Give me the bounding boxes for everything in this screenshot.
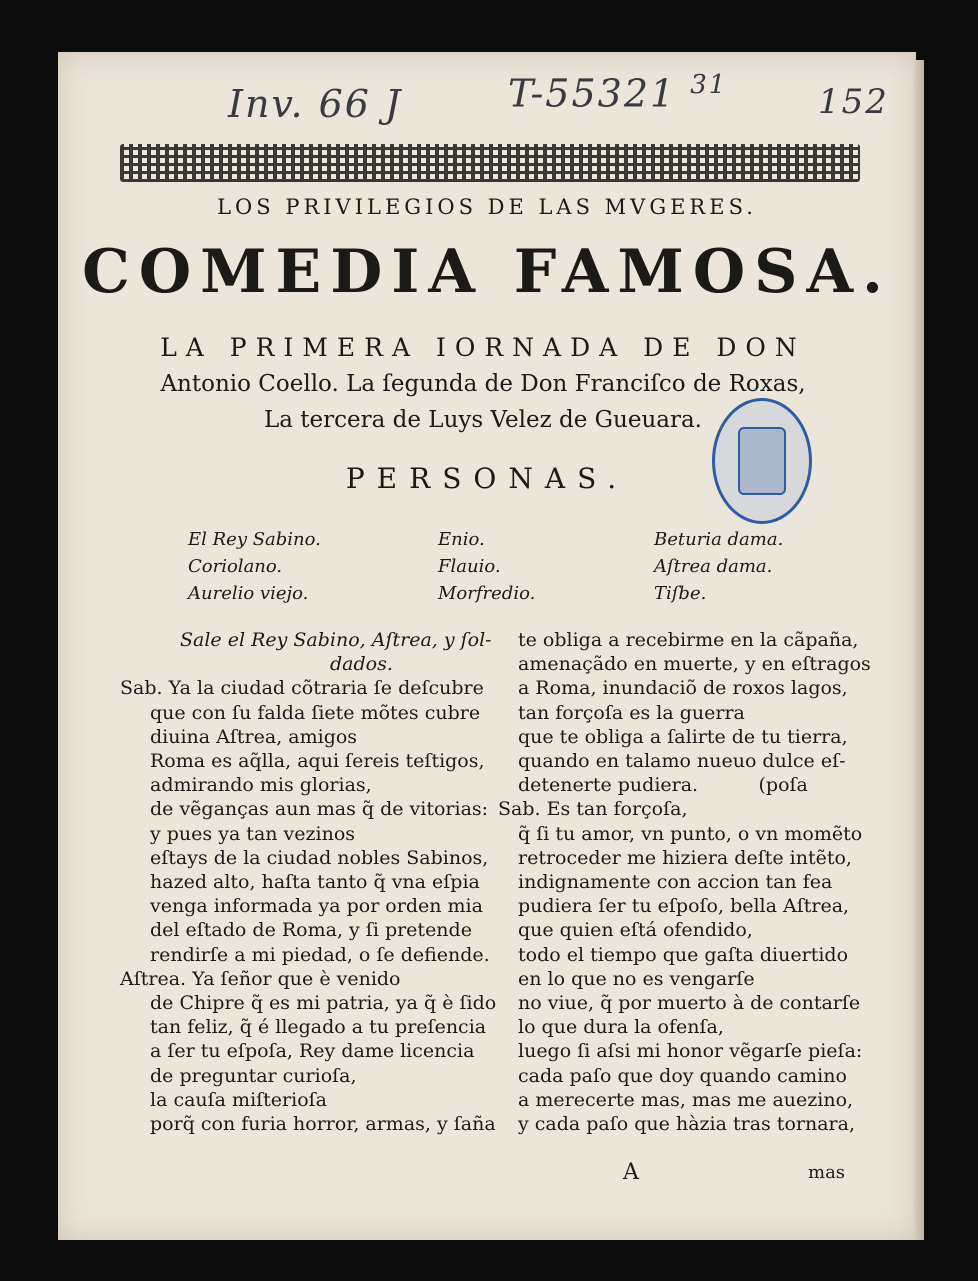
- verse-line: q̃ ſi tu amor, vn punto, o vn momẽto: [518, 822, 863, 845]
- verse-line: quando en talamo nueuo dulce eſ-: [518, 750, 846, 773]
- call-number-note: [508, 70, 727, 116]
- verse-line: rendirſe a mi piedad, o ſe defiende.: [150, 943, 490, 966]
- stage-direction: Sale el Rey Sabino, Aſtrea, y ſol-: [180, 629, 492, 651]
- verse-line: Sab. Ya la ciudad cõtraria ſe deſcubre: [120, 677, 484, 700]
- verse-line: de Chipre q̃ es mi patria, ya q̃ è ſido: [150, 992, 497, 1015]
- shelfmark-note: Inv. 66 J: [228, 82, 403, 126]
- verse-line: luego ſi aſsi mi honor vẽgarſe pieſa:: [518, 1040, 863, 1063]
- verse-line: de vẽganças aun mas q̃ de vitorias:: [150, 798, 489, 821]
- cast-entry: Morfredio.: [438, 583, 536, 604]
- verse-line: venga informada ya por orden mia: [150, 895, 483, 918]
- verse-line: amenaçãdo en muerte, y en eſtragos: [518, 653, 871, 676]
- verse-line: a ſer tu eſpoſa, Rey dame licencia: [150, 1040, 475, 1063]
- stage-direction: dados.: [330, 653, 393, 676]
- verse-line: porq̃ con furia horror, armas, y ſaña: [150, 1113, 496, 1136]
- verse-line: de preguntar curioſa,: [150, 1064, 357, 1087]
- verse-line: que te obliga a ſalirte de tu tierra,: [518, 725, 848, 748]
- verse-line: todo el tiempo que gaſta diuertido: [518, 943, 849, 966]
- verse-line: y pues ya tan vezinos: [150, 822, 356, 845]
- verse-line: que con ſu falda ſiete mõtes cubre: [150, 701, 481, 724]
- text-column-left: [120, 628, 500, 1136]
- verse-line: Roma es aq̃lla, aqui ſereis teſtigos,: [150, 750, 485, 773]
- call-number-suffix: 31: [690, 70, 728, 100]
- catchword: mas: [808, 1162, 846, 1183]
- authorship-line-2: Antonio Coello. La ſegunda de Don Franciſco de Roxas,: [160, 371, 806, 397]
- verse-line: a Roma, inundaciõ de roxos lagos,: [518, 677, 848, 700]
- verse-line: cada paſo que doy quando camino: [518, 1064, 847, 1087]
- verse-line: no viue, q̃ por muerto à de contarſe: [518, 992, 861, 1015]
- verse-line: Aſtrea. Ya ſeñor que è venido: [120, 967, 401, 990]
- verse-line: eſtays de la ciudad nobles Sabinos,: [150, 846, 489, 869]
- cast-entry: Beturia dama.: [654, 529, 784, 550]
- cast-entry: Flauio.: [438, 556, 501, 577]
- play-title: COMEDIA FAMOSA.: [82, 237, 892, 307]
- verse-line: indignamente con accion tan fea: [518, 871, 833, 894]
- verse-line: tan feliz, q̃ é llegado a tu preſencia: [150, 1016, 487, 1039]
- verse-line: detenerte pudiera. (poſa: [518, 774, 808, 797]
- verse-line: la cauſa miſterioſa: [150, 1088, 328, 1111]
- authorship-line-1: LA PRIMERA IORNADA DE DON: [160, 333, 806, 362]
- cast-column-3: [654, 526, 783, 607]
- verse-line: del eſtado de Roma, y ſi pretende: [150, 919, 472, 942]
- cast-entry: Aſtrea dama.: [654, 556, 773, 577]
- cast-entry: Enio.: [438, 529, 485, 550]
- cast-entry: Aurelio viejo.: [188, 583, 309, 604]
- verse-line: admirando mis glorias,: [150, 774, 372, 797]
- verse-line: te obliga a recebirme en la cãpaña,: [518, 629, 859, 651]
- cast-entry: Tiſbe.: [654, 583, 707, 604]
- signature-mark: A: [623, 1160, 639, 1185]
- verse-line: y cada paſo que hàzia tras tornara,: [518, 1113, 855, 1136]
- cast-entry: Coriolano.: [188, 556, 283, 577]
- verse-line: hazed alto, haſta tanto q̃ vna eſpia: [150, 871, 480, 894]
- verse-line: que quien eſtá ofendido,: [518, 919, 753, 942]
- cast-column-2: [438, 526, 535, 607]
- cast-entry: El Rey Sabino.: [188, 529, 321, 550]
- verse-line: tan forçoſa es la guerra: [518, 701, 745, 724]
- text-column-right: [498, 628, 871, 1136]
- verse-line: a merecerte mas, mas me auezino,: [518, 1088, 854, 1111]
- book-page: [58, 52, 916, 1240]
- decorative-border-ornament: [120, 144, 860, 182]
- authorship-line-3: La tercera de Luys Velez de Gueuara.: [264, 407, 702, 433]
- verse-line: diuina Aſtrea, amigos: [150, 725, 358, 748]
- verse-line: Sab. Es tan forçoſa,: [498, 798, 688, 821]
- cast-column-1: [188, 526, 321, 607]
- library-stamp: [712, 398, 812, 524]
- verse-line: lo que dura la ofenſa,: [518, 1016, 724, 1039]
- play-subtitle: LOS PRIVILEGIOS DE LAS MVGERES.: [217, 195, 757, 219]
- verse-line: pudiera ſer tu eſpoſo, bella Aſtrea,: [518, 895, 850, 918]
- folio-number: 152: [818, 82, 889, 122]
- verse-line: retroceder me hiziera deſte intẽto,: [518, 846, 852, 869]
- personas-heading: PERSONAS.: [345, 462, 629, 495]
- call-number: T-55321: [508, 71, 677, 116]
- verse-line: en lo que no es vengarſe: [518, 967, 755, 990]
